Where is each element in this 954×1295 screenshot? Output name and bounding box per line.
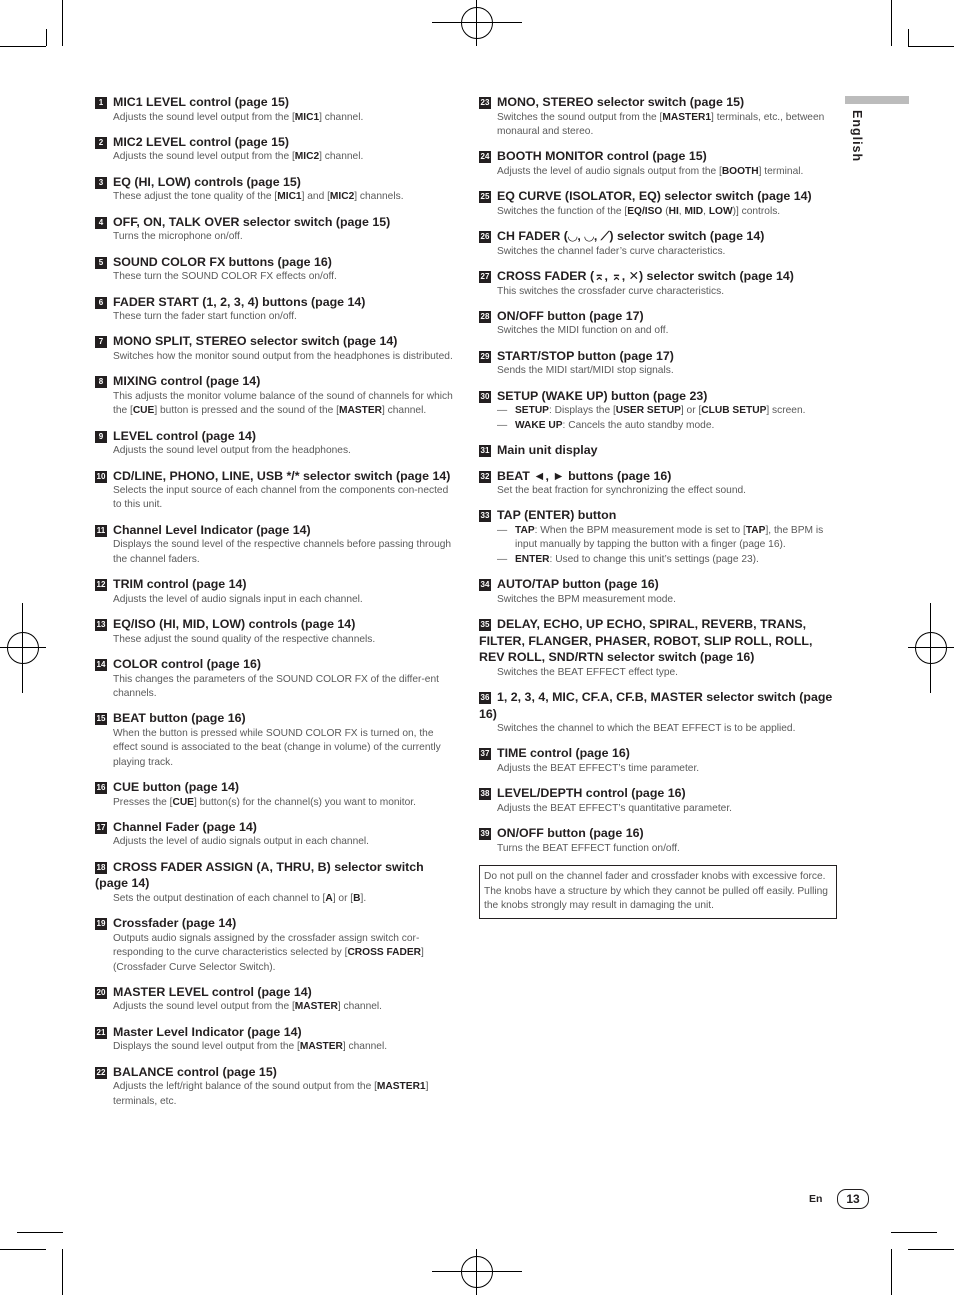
item-description — [497, 205, 837, 219]
item-heading — [95, 710, 455, 727]
text-run: ] button is pressed and the sound of the [ — [154, 405, 339, 417]
item-39 — [479, 825, 837, 856]
item-heading — [479, 785, 837, 802]
text-run: This changes the parameters of the SOUND COLOR FX of the differ-ent channels. — [113, 673, 439, 699]
dash-line — [497, 524, 837, 553]
bold-term: EQ/ISO — [627, 205, 663, 217]
bold-term: ENTER — [515, 553, 550, 565]
text-run: Turns the BEAT EFFECT function on/off. — [497, 842, 680, 854]
item-heading — [95, 174, 455, 191]
item-description — [113, 190, 455, 204]
item-number-badge: 2 — [95, 137, 107, 149]
text-run: ] channel. — [382, 405, 427, 417]
item-title: TAP (ENTER) button — [497, 508, 617, 523]
item-number-badge: 7 — [95, 336, 107, 348]
item-28 — [479, 308, 837, 339]
item-30 — [479, 388, 837, 433]
text-run: These adjust the sound quality of the respective channels. — [113, 633, 376, 645]
bold-term: MASTER — [294, 1001, 338, 1013]
item-title: LEVEL/DEPTH control (page 16) — [497, 786, 686, 801]
item-title: MIC2 LEVEL control (page 15) — [113, 134, 290, 149]
item-heading — [95, 1064, 455, 1081]
text-run: Outputs audio signals assigned by the crossfader assign switch cor-responding to the curve characteristics selected by [ — [113, 932, 420, 959]
item-number-badge: 4 — [95, 217, 107, 229]
item-number-badge: 11 — [96, 525, 106, 535]
item-12 — [95, 576, 455, 607]
text-run: These turn the fader start function on/off. — [113, 311, 297, 323]
item-title: CD/LINE, PHONO, LINE, USB */* selector switch (page 14) — [113, 468, 451, 483]
item-description — [113, 444, 455, 458]
item-35 — [479, 616, 837, 680]
dash-mark: — — [497, 405, 508, 417]
item-heading — [95, 294, 455, 311]
item-title: Channel Level Indicator (page 14) — [113, 522, 311, 537]
item-18 — [95, 859, 455, 906]
dash-mark: — — [497, 419, 508, 431]
item-19 — [95, 915, 455, 975]
item-number-badge: 21 — [96, 1027, 106, 1037]
item-number-badge: 12 — [96, 580, 106, 590]
text-run: Displays the sound level output from the [ — [113, 1041, 300, 1053]
item-33 — [479, 507, 837, 567]
language-label: English — [850, 110, 864, 163]
item-title: MONO, STEREO selector switch (page 15) — [497, 95, 745, 109]
text-run: Adjusts the sound level output from the [ — [113, 1001, 295, 1013]
item-title: LEVEL control (page 14) — [113, 428, 256, 443]
dash-text — [515, 419, 714, 433]
item-4 — [95, 214, 455, 245]
bold-term: MIC1 — [294, 111, 320, 123]
item-title: TIME control (page 16) — [497, 746, 630, 761]
item-heading — [95, 859, 455, 892]
item-heading — [95, 333, 455, 350]
caution-note: Do not pull on the channel fader and crossfader knobs with excessive force. The knobs have a structure by which they cannot be pulled off easily. Pulling the knobs strongly may result in damaging the unit. — [479, 865, 837, 919]
text-run: : Displays the [ — [548, 405, 616, 417]
text-run: Adjusts the BEAT EFFECT’s time parameter. — [497, 762, 700, 774]
item-heading — [479, 308, 837, 325]
item-description — [113, 673, 455, 702]
item-heading — [479, 576, 837, 593]
text-run: Adjusts the BEAT EFFECT’s quantitative parameter. — [497, 802, 732, 814]
item-title: BALANCE control (page 15) — [113, 1064, 277, 1079]
text-run: : Cancels the auto standby mode. — [562, 419, 715, 431]
item-title: MONO SPLIT, STEREO selector switch (page 14) — [113, 334, 398, 349]
item-title: SOUND COLOR FX buttons (page 16) — [113, 254, 332, 269]
item-number-badge: 38 — [480, 789, 490, 799]
dash-text — [515, 524, 837, 553]
text-run: ], the BPM is input manually by tapping the button with a finger (page 16). — [515, 524, 824, 551]
item-21 — [95, 1024, 455, 1055]
text-run: Turns the microphone on/off. — [113, 231, 243, 243]
bold-term: MID — [684, 205, 704, 217]
item-title: START/STOP button (page 17) — [497, 348, 674, 363]
item-title: OFF, ON, TALK OVER selector switch (page 15) — [113, 214, 391, 229]
item-description — [497, 245, 837, 259]
bold-term: WAKE UP — [515, 419, 563, 431]
item-number-badge: 39 — [480, 829, 490, 839]
text-run: Selects the input source of each channel from the components con-nected to this unit. — [113, 485, 449, 511]
text-run: This switches the crossfader curve characteristics. — [497, 285, 725, 297]
item-heading — [95, 984, 455, 1001]
item-description — [497, 364, 837, 378]
item-heading — [95, 616, 455, 633]
bold-term: SETUP — [515, 405, 549, 417]
dash-line — [497, 404, 837, 418]
item-description — [497, 762, 837, 776]
bold-term: MIC1 — [277, 191, 302, 203]
bold-term: LOW — [708, 205, 733, 217]
item-title: BOOTH MONITOR control (page 15) — [497, 149, 707, 164]
item-number-badge: 36 — [480, 693, 490, 702]
item-description — [113, 111, 455, 125]
text-run: Switches the MIDI function on and off. — [497, 325, 669, 337]
text-run: ] and [ — [301, 191, 330, 203]
item-heading — [95, 656, 455, 673]
text-run: Adjusts the sound level output from the [ — [113, 111, 295, 123]
item-heading — [479, 745, 837, 762]
item-heading — [479, 94, 837, 111]
item-heading — [95, 779, 455, 796]
bold-term: CLUB SETUP — [701, 405, 767, 417]
item-number-badge: 24 — [480, 152, 490, 162]
text-run: ] or [ — [332, 892, 354, 904]
item-7 — [95, 333, 455, 364]
text-run: Switches the channel to which the BEAT EFFECT is to be applied. — [497, 723, 796, 734]
item-22 — [95, 1064, 455, 1109]
text-run: ] (Crossfader Curve Selector Switch). — [113, 947, 424, 973]
item-description — [113, 230, 455, 244]
text-run: Sends the MIDI start/MIDI stop signals. — [497, 365, 674, 377]
page-number: 13 — [837, 1189, 869, 1209]
item-description — [113, 1040, 455, 1054]
item-description — [497, 484, 837, 498]
item-description — [497, 324, 837, 338]
item-9 — [95, 428, 455, 459]
item-title: BEAT ◄, ► buttons (page 16) — [497, 468, 672, 483]
bold-term: A — [325, 892, 333, 904]
text-run: ] screen. — [766, 405, 806, 417]
left-column — [95, 94, 455, 1118]
item-31 — [479, 442, 837, 459]
item-number-badge: 3 — [95, 177, 107, 189]
item-heading — [479, 825, 837, 842]
text-run: ] channel. — [342, 1041, 388, 1053]
item-description — [113, 593, 455, 607]
bold-term: MASTER — [299, 1041, 343, 1053]
text-run: Switches the BPM measurement mode. — [497, 593, 676, 605]
item-description — [113, 484, 455, 513]
text-run: Adjusts the level of audio signals output in each channel. — [113, 836, 369, 848]
item-number-badge: 8 — [95, 376, 107, 388]
item-number-badge: 34 — [480, 580, 490, 590]
item-description — [497, 842, 837, 856]
item-number-badge: 6 — [95, 297, 107, 309]
text-run: Presses the [ — [113, 796, 173, 808]
bold-term: BOOTH — [721, 165, 759, 177]
item-title: AUTO/TAP button (page 16) — [497, 577, 659, 592]
item-description — [113, 633, 455, 647]
item-8 — [95, 373, 455, 418]
item-description — [497, 111, 837, 140]
item-description — [113, 892, 455, 906]
item-title: SETUP (WAKE UP) button (page 23) — [497, 388, 708, 403]
text-run: Sets the output destination of each channel to [ — [113, 892, 326, 904]
item-title: MIC1 LEVEL control (page 15) — [113, 95, 290, 109]
item-heading — [95, 819, 455, 836]
item-title: Crossfader (page 14) — [113, 916, 237, 931]
item-number-badge: 28 — [480, 311, 490, 321]
bold-term: CUE — [172, 796, 194, 808]
item-number-badge: 37 — [480, 749, 490, 759]
item-number-badge: 26 — [480, 232, 490, 242]
text-run: Switches the sound output from the [ — [497, 111, 663, 123]
item-number-badge: 22 — [96, 1067, 106, 1077]
bold-term: MIC2 — [329, 191, 355, 203]
item-description — [113, 390, 455, 419]
text-run: Displays the sound level of the respective channels before passing through the channel faders. — [113, 539, 452, 565]
dash-line — [497, 419, 837, 433]
item-heading — [95, 214, 455, 231]
item-description — [113, 727, 455, 770]
item-2 — [95, 134, 455, 165]
item-heading — [95, 915, 455, 932]
item-24 — [479, 148, 837, 179]
item-heading — [479, 228, 837, 245]
item-heading — [479, 388, 837, 405]
item-description — [113, 270, 455, 284]
item-description — [497, 165, 837, 179]
item-11 — [95, 522, 455, 567]
item-description — [113, 796, 455, 810]
item-title: FADER START (1, 2, 3, 4) buttons (page 14) — [113, 294, 366, 309]
item-heading — [479, 148, 837, 165]
text-run: Switches the channel fader’s curve characteristics. — [497, 245, 726, 257]
item-description — [113, 1080, 455, 1109]
item-37 — [479, 745, 837, 776]
item-title: MASTER LEVEL control (page 14) — [113, 984, 312, 999]
item-number-badge: 19 — [96, 919, 106, 929]
text-run: ] terminals, etc., between monaural and stereo. — [497, 111, 825, 137]
language-tab-bar — [845, 96, 909, 104]
item-heading — [95, 373, 455, 390]
item-description — [497, 593, 837, 607]
item-heading — [95, 576, 455, 593]
item-number-badge: 33 — [480, 511, 490, 521]
text-run: ] terminals, etc. — [113, 1081, 429, 1107]
item-26 — [479, 228, 837, 259]
bold-term: TAP — [515, 524, 535, 536]
item-description — [113, 835, 455, 849]
item-title: EQ (HI, LOW) controls (page 15) — [113, 174, 301, 189]
item-number-badge: 14 — [96, 660, 106, 669]
item-title: Main unit display — [497, 443, 598, 458]
item-description — [497, 802, 837, 816]
text-run: , — [703, 205, 709, 217]
item-36 — [479, 689, 837, 736]
item-number-badge: 29 — [480, 351, 490, 361]
text-run: ] channels. — [354, 191, 404, 203]
item-description — [113, 932, 455, 975]
bold-term: MASTER1 — [662, 111, 712, 123]
bold-term: MASTER — [338, 405, 382, 417]
item-number-badge: 31 — [480, 446, 490, 456]
item-number-badge: 17 — [96, 822, 106, 832]
item-description — [113, 538, 455, 567]
item-heading — [95, 468, 455, 485]
item-title: CROSS FADER ASSIGN (A, THRU, B) selector switch (page 14) — [95, 859, 424, 891]
item-1 — [95, 94, 455, 125]
item-number-badge: 5 — [95, 257, 107, 269]
item-title: EQ CURVE (ISOLATOR, EQ) selector switch (page 14) — [497, 189, 812, 204]
bold-term: CROSS FADER — [347, 947, 422, 959]
item-description — [497, 666, 837, 680]
item-heading — [95, 134, 455, 151]
item-heading — [95, 254, 455, 271]
item-number-badge: 35 — [480, 620, 490, 630]
item-38 — [479, 785, 837, 816]
item-title: CROSS FADER (⌅, ⌅, ✕) selector switch (page 14) — [497, 269, 794, 284]
text-run: When the button is pressed while SOUND COLOR FX is turned on, the effect sound is associated to the beat (change in volume) of the currently playing track. — [113, 727, 441, 768]
text-run: ( — [662, 205, 669, 217]
right-column — [479, 94, 837, 919]
dash-text — [515, 404, 805, 418]
item-number-badge: 30 — [480, 391, 490, 401]
item-title: DELAY, ECHO, UP ECHO, SPIRAL, REVERB, TRANS, FILTER, FLANGER, PHASER, ROBOT, SLIP ROLL, ROLL, REV ROLL, SND/RTN selector switch (page 16) — [479, 617, 813, 665]
item-heading — [95, 94, 455, 111]
item-title: CUE button (page 14) — [113, 780, 239, 795]
item-heading — [95, 428, 455, 445]
text-run: : When the BPM measurement mode is set to [ — [534, 524, 746, 536]
bold-term: TAP — [745, 524, 766, 536]
item-heading — [479, 616, 837, 666]
item-title: ON/OFF button (page 17) — [497, 308, 644, 323]
item-25 — [479, 188, 837, 219]
item-number-badge: 32 — [480, 471, 490, 481]
item-3 — [95, 174, 455, 205]
item-heading — [95, 1024, 455, 1041]
text-run: This adjusts the monitor volume balance of the sound of channels for which the [ — [113, 390, 453, 417]
item-heading — [479, 348, 837, 365]
bold-term: MIC2 — [294, 151, 320, 163]
item-13 — [95, 616, 455, 647]
text-run: These adjust the tone quality of the [ — [113, 191, 278, 203]
item-16 — [95, 779, 455, 810]
text-run: Adjusts the sound level output from the [ — [113, 151, 295, 163]
item-title: COLOR control (page 16) — [113, 657, 262, 671]
text-run: ] button(s) for the channel(s) you want to monitor. — [193, 796, 416, 808]
item-title: ON/OFF button (page 16) — [497, 826, 644, 841]
item-heading — [479, 507, 837, 524]
footer-language: En — [809, 1193, 823, 1205]
item-heading — [479, 689, 837, 722]
text-run: Adjusts the level of audio signals input in each channel. — [113, 593, 363, 605]
item-description — [113, 350, 455, 364]
dash-text — [515, 553, 759, 567]
text-run: ] terminal. — [758, 165, 804, 177]
item-29 — [479, 348, 837, 379]
item-20 — [95, 984, 455, 1015]
item-number-badge: 1 — [95, 97, 107, 109]
item-number-badge: 20 — [96, 987, 106, 997]
item-27 — [479, 268, 837, 299]
item-heading — [479, 468, 837, 485]
text-run: ] channel. — [319, 151, 364, 163]
item-description — [497, 285, 837, 299]
text-run: Adjusts the sound level output from the headphones. — [113, 445, 351, 457]
item-number-badge: 18 — [96, 862, 106, 872]
text-run: Switches the BEAT EFFECT effect type. — [497, 666, 678, 678]
item-description — [497, 722, 837, 736]
text-run: Adjusts the level of audio signals output from the [ — [497, 165, 722, 177]
item-heading — [479, 188, 837, 205]
item-title: CH FADER (◡, ◡, ⟋) selector switch (page 14) — [497, 229, 765, 244]
text-run: Switches how the monitor sound output from the headphones is distributed. — [113, 350, 453, 362]
dash-mark: — — [497, 524, 508, 536]
item-heading — [95, 522, 455, 539]
item-title: BEAT button (page 16) — [113, 711, 246, 726]
text-run: Adjusts the left/right balance of the sound output from the [ — [113, 1081, 377, 1093]
dash-line — [497, 553, 837, 567]
item-title: MIXING control (page 14) — [113, 374, 261, 389]
item-number-badge: 16 — [96, 783, 106, 793]
bold-term: MASTER1 — [376, 1081, 426, 1093]
item-5 — [95, 254, 455, 285]
item-17 — [95, 819, 455, 850]
text-run: These turn the SOUND COLOR FX effects on/off. — [113, 271, 337, 283]
bold-term: HI — [668, 205, 679, 217]
text-run: ] or [ — [680, 405, 702, 417]
text-run: , — [678, 205, 685, 217]
item-number-badge: 15 — [96, 714, 106, 724]
text-run: ] channel. — [319, 111, 364, 123]
bold-term: CUE — [132, 405, 155, 417]
text-run: : Used to change this unit’s settings (page 23). — [549, 553, 759, 565]
text-run: Switches the function of the [ — [497, 205, 628, 217]
item-32 — [479, 468, 837, 499]
item-number-badge: 9 — [95, 431, 107, 443]
dash-mark: — — [497, 553, 508, 565]
item-6 — [95, 294, 455, 325]
item-number-badge: 13 — [96, 620, 106, 630]
item-heading — [479, 268, 837, 285]
item-number-badge: 23 — [480, 98, 490, 107]
text-run: )] controls. — [732, 205, 781, 217]
item-14 — [95, 656, 455, 701]
item-title: Master Level Indicator (page 14) — [113, 1024, 302, 1039]
item-description — [113, 150, 455, 164]
item-23 — [479, 94, 837, 139]
item-title: Channel Fader (page 14) — [113, 819, 257, 834]
bold-term: B — [353, 892, 361, 904]
item-title: 1, 2, 3, 4, MIC, CF.A, CF.B, MASTER selector switch (page 16) — [479, 690, 833, 721]
text-run: Set the beat fraction for synchronizing the effect sound. — [497, 485, 746, 497]
item-34 — [479, 576, 837, 607]
item-description — [113, 1000, 455, 1014]
text-run: ]. — [360, 892, 367, 904]
item-title: EQ/ISO (HI, MID, LOW) controls (page 14) — [113, 617, 356, 632]
item-number-badge: 27 — [480, 272, 490, 282]
item-description — [113, 310, 455, 324]
text-run: ] channel. — [337, 1001, 382, 1013]
bold-term: USER SETUP — [615, 405, 681, 417]
item-15 — [95, 710, 455, 770]
item-heading — [479, 442, 837, 459]
item-title: TRIM control (page 14) — [113, 577, 247, 592]
item-10 — [95, 468, 455, 513]
item-number-badge: 10 — [96, 471, 106, 481]
item-number-badge: 25 — [480, 192, 490, 202]
